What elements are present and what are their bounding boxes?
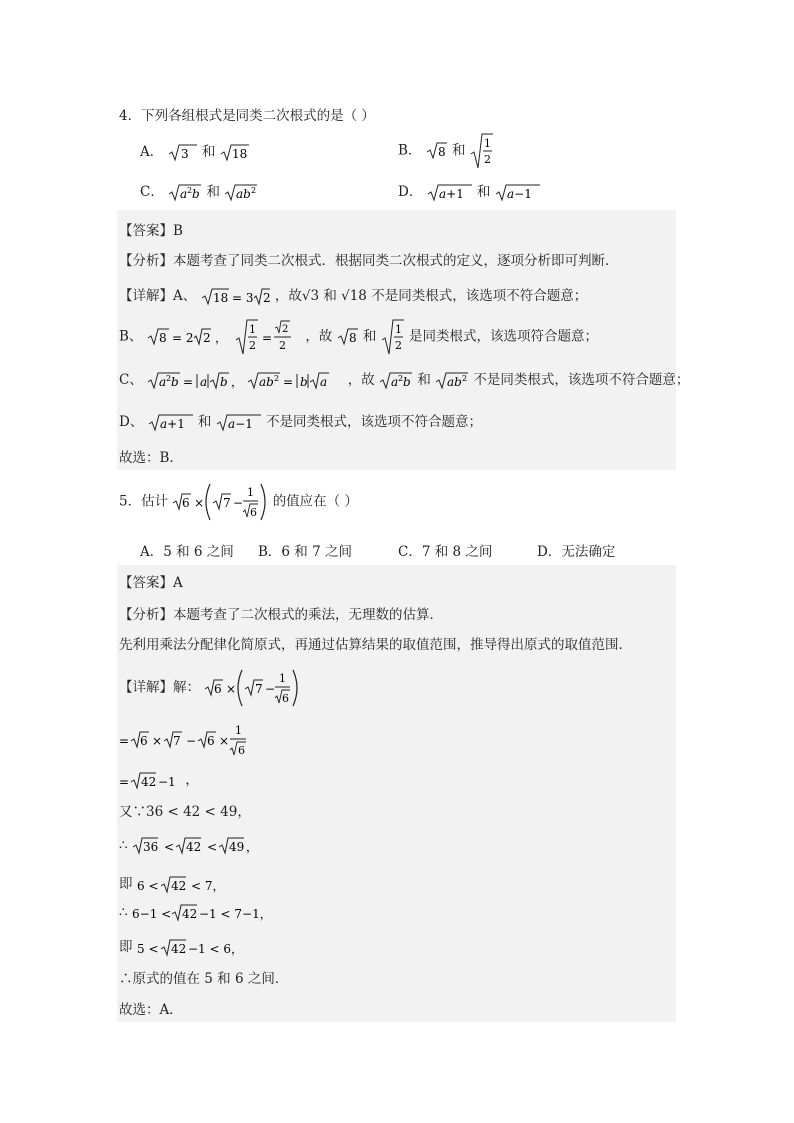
q5-stem-pre: 5．估计 [119,493,169,510]
svg-text:2: 2 [279,339,287,352]
svg-text:a: a [200,374,208,389]
svg-text:a: a [320,374,328,389]
svg-text:6: 6 [282,692,290,705]
q5-step3-comma: ， [185,772,199,788]
q5-step5-pre: ∴ [119,837,128,854]
svg-text:1: 1 [394,323,402,336]
q4-detail-b-text1: ，故 [305,328,333,345]
svg-text:8: 8 [158,331,167,345]
q4-choose: 故选：B． [119,450,183,466]
q5-step1 [204,668,300,708]
svg-text:=: = [262,331,273,345]
svg-text:b: b [403,374,411,389]
svg-text:，: ， [231,374,244,389]
svg-text:×: × [219,734,230,748]
svg-text:a+1: a+1 [438,186,464,201]
svg-text:a−1: a−1 [227,416,253,431]
q4-option-c-label: C． [140,184,164,200]
svg-text:=: = [119,774,130,789]
q4-option-a-and: 和 [201,144,216,160]
sqrt8-expr [426,141,448,161]
svg-text:2: 2 [187,185,193,195]
q5-step6-pre: 即 [119,876,133,892]
q5-conclusion: ∴原式的值在 5 和 6 之间． [119,971,289,987]
svg-text:=: = [283,374,294,389]
eq-sqrt8 [147,318,231,356]
q4-detail-a [119,284,587,307]
q5-choose: 故选：A． [119,1002,183,1018]
svg-text:×: × [152,734,163,748]
svg-text:1: 1 [279,672,287,685]
svg-text:2: 2 [262,290,271,305]
svg-text:6 <: 6 < [136,878,159,893]
q5-step7 [132,903,282,923]
sqrt-half-ref [381,318,405,356]
q4-answer: 【答案】B [119,223,183,239]
q5-option-b: B．6 和 7 之间 [258,544,352,560]
svg-text:6: 6 [207,734,215,748]
q5-step7-pre: ∴ [119,904,128,921]
q4-detail-a-text: ，故√3 和 √18 不是同类根式，该选项不符合题意； [274,288,588,304]
q5-detail-line7 [119,903,282,923]
svg-text:7: 7 [173,734,181,748]
q4-detail-c-label: C、 [119,372,143,388]
svg-text:6−1 <: 6−1 < [131,907,172,921]
svg-text:b: b [220,374,228,389]
eq-sqrt18 [201,287,271,307]
q5-detail-line3 [119,768,199,791]
svg-text:6: 6 [250,506,258,519]
q5-analysis: 【分析】本题考查了二次根式的乘法，无理数的估算． [119,607,443,623]
svg-text:a: a [180,186,188,201]
q4-option-c [140,180,258,203]
q4-detail-b-and: 和 [362,328,377,345]
svg-text:b: b [171,374,179,389]
q5-analysis-2: 先利用乘法分配律化简原式，再通过估算结果的取值范围，推导得出原式的取值范围． [119,637,632,653]
q4-option-c-and: 和 [206,184,220,200]
svg-text:2: 2 [251,185,257,195]
q5-stem-post: 的值应在（ ） [272,493,358,510]
svg-text:−1: −1 [158,774,176,789]
q4-option-b-label: B． [398,142,422,159]
sqrt-a-minus-1-ref [216,413,262,433]
svg-text:2: 2 [394,339,402,352]
q4-detail-c-and: 和 [417,372,431,388]
sqrt-a-plus-1-expr [427,183,473,203]
svg-text:42: 42 [141,774,157,789]
q5-expression [172,482,268,522]
svg-text:42: 42 [170,941,187,956]
q4-detail-b-label: B、 [119,328,143,345]
q5-step4: 又∵36 < 42 < 49， [119,804,251,820]
svg-text:1: 1 [249,323,257,336]
svg-text:×: × [226,682,237,696]
svg-text:=: = [119,734,130,748]
q4-detail-label: 【详解】A、 [119,288,197,304]
svg-text:−: − [233,496,244,510]
q4-detail-c [119,368,689,391]
q4-option-a [140,140,250,163]
svg-text:ab: ab [236,186,252,201]
eq-sqrt-a2b [147,371,243,391]
q4-stem: 4．下列各组根式是同类二次根式的是（ ） [119,108,375,124]
q5-step2 [119,720,249,760]
svg-text:2: 2 [282,324,289,335]
q4-detail-b-text2: 是同类根式，该选项符合题意； [409,328,598,345]
svg-text:2: 2 [398,373,404,383]
svg-text:5 <: 5 < [136,941,159,956]
svg-text:18: 18 [212,290,228,305]
eq-sqrt-half [235,318,301,356]
svg-text:2: 2 [462,373,468,383]
svg-text:，: ， [245,840,258,854]
svg-text:ab: ab [447,374,462,389]
q5-detail-line8 [119,935,253,958]
svg-text:8: 8 [437,145,446,159]
svg-text:−1 < 6，: −1 < 6， [187,941,243,956]
svg-text:6: 6 [182,496,191,510]
svg-text:42: 42 [181,907,198,921]
svg-text:7: 7 [255,682,263,696]
q4-option-b-and: 和 [452,142,466,159]
q4-detail-b [119,318,598,356]
q5-option-c: C．7 和 8 之间 [398,544,493,560]
svg-text:a: a [391,374,399,389]
q5-option-a: A．5 和 6 之间 [140,544,234,560]
q5-step6 [137,875,233,895]
q5-step5 [132,836,258,856]
svg-text:1: 1 [235,724,242,737]
svg-text:2: 2 [274,373,280,383]
svg-text:< 7，: < 7， [190,878,225,893]
svg-text:= 2: = 2 [171,331,194,345]
q5-detail-line2 [119,720,249,760]
svg-text:6: 6 [140,734,148,748]
q4-detail-c-text1: ，故 [347,372,375,388]
q4-option-a-label: A． [140,144,164,160]
svg-text:b: b [300,374,309,389]
svg-text:×: × [194,496,205,510]
q4-detail-d-label: D、 [119,414,144,430]
svg-text:a: a [159,374,167,389]
svg-text:3: 3 [180,146,189,161]
svg-text:2: 2 [249,339,257,352]
q5-detail-line5 [119,836,258,856]
q5-option-d: D．无法确定 [537,544,616,560]
svg-text:−: − [186,734,197,748]
q5-step8-pre: 即 [119,939,133,955]
svg-text:2: 2 [202,331,211,345]
svg-text:a+1: a+1 [159,416,185,431]
svg-text:36: 36 [142,840,159,854]
sqrt-a2b-ref [379,371,413,391]
sqrt-half-expr [470,132,494,170]
q5-detail-line6 [119,872,233,895]
q5-detail-label: 【详解】解： [119,679,200,696]
sqrt-a-plus-1-ref [148,413,194,433]
svg-text:49: 49 [228,840,245,854]
q4-option-d-label: D． [398,184,423,200]
svg-text:ab: ab [259,374,275,389]
q4-detail-d-text: 不是同类根式，该选项不符合题意； [266,414,483,430]
svg-text:<: < [163,840,174,854]
svg-text:2: 2 [483,153,491,166]
svg-text:6: 6 [238,744,245,757]
svg-text:1: 1 [483,137,491,150]
svg-text:42: 42 [185,840,202,854]
svg-text:，: ， [214,331,227,345]
q5-stem [119,482,358,522]
q4-option-d-and: 和 [476,184,491,200]
sqrt8-ref [337,327,359,347]
q4-detail-d-and: 和 [197,414,212,430]
sqrt-a2b-expr [168,183,202,203]
sqrt-ab2-expr [224,183,258,203]
q4-analysis: 【分析】本题考查了同类二次根式．根据同类二次根式的定义，逐项分析即可判断． [119,253,619,269]
q5-step8 [137,938,253,958]
q5-answer: 【答案】A [119,575,183,591]
q5-detail-line1 [119,668,300,708]
eq-sqrt-ab2 [247,371,343,391]
svg-text:a−1: a−1 [506,186,532,201]
svg-text:−: − [265,682,276,696]
svg-text:2: 2 [166,373,172,383]
sqrt18-expr [220,143,250,163]
q4-detail-d [119,410,482,433]
q4-option-b [398,132,494,170]
svg-text:8: 8 [348,331,357,345]
svg-text:18: 18 [231,146,247,161]
sqrt-a-minus-1-expr [495,183,541,203]
sqrt3-expr [168,143,198,163]
q4-detail-c-text2: 不是同类根式，该选项不符合题意； [473,372,690,388]
svg-text:=: = [183,374,194,389]
svg-text:42: 42 [170,878,187,893]
sqrt-ab2-ref [435,371,469,391]
svg-text:= 3: = 3 [231,290,254,305]
svg-text:7: 7 [223,496,232,510]
svg-text:<: < [206,840,217,854]
q4-option-d [398,180,541,203]
svg-text:6: 6 [214,682,222,696]
svg-text:−1 < 7−1，: −1 < 7−1， [198,907,272,921]
svg-text:b: b [192,186,200,201]
svg-text:1: 1 [247,486,255,499]
q5-step3 [119,771,181,791]
